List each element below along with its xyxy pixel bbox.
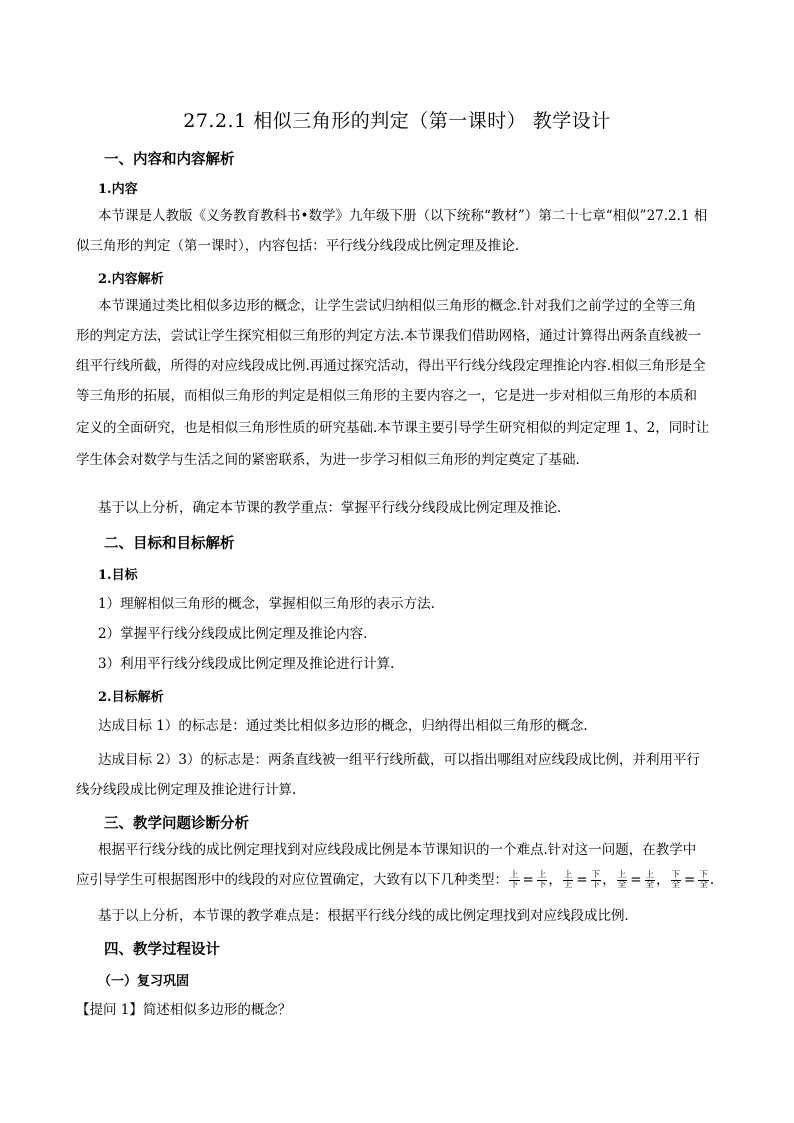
paragraph-line: 似三角形的判定（第一课时），内容包括：平行线分线段成比例定理及推论. <box>76 238 520 254</box>
paragraph-line: 达成目标 1）的标志是：通过类比相似多边形的概念，归纳得出相似三角形的概念. <box>98 718 588 734</box>
paragraph-line: 本节课通过类比相似多边形的概念，让学生尝试归纳相似三角形的概念.针对我们之前学过的全等三角 <box>98 298 697 314</box>
fraction: $\frac{\text{上}}{\text{下}}$ <box>510 870 519 890</box>
question-item: 【提问 1】简述相似多边形的概念？ <box>76 1002 292 1018</box>
fraction: $\frac{\text{上}}{\text{上}}$ <box>563 870 573 890</box>
paragraph-text: 应引导学生可根据图形中的线段的对应位置确定，大致有以下几种类型： <box>76 872 508 888</box>
section-heading-2: 二、目标和目标解析 <box>104 535 235 552</box>
paragraph-line-with-fractions: 应引导学生可根据图形中的线段的对应位置确定，大致有以下几种类型： $\frac{\text{上}}{\text{下}}$ = $\frac{\text{上}}{\text{下}}$ ， $\frac{\text{上}}{\text{上}}$ = $\frac{\text{下}}{\text{下}}$ ， $\frac{\text{上}}{\text{全}}$ = $\frac{\text{上}}{\text{全}}$ ， $\frac{\text{下}}{\text{全}}$ = $\frac{\text{下}}{\text{全}}$ . <box>76 870 715 890</box>
paragraph-line: 等三角形的拓展，而相似三角形的判定是相似三角形的主要内容之一，它是进一步对相似三角形的本质和 <box>76 388 697 404</box>
fraction: $\frac{\text{下}}{\text{全}}$ <box>671 870 681 890</box>
subheading-content: 1.内容 <box>98 182 138 197</box>
goal-item: 1）理解相似三角形的概念，掌握相似三角形的表示方法. <box>98 596 435 612</box>
goal-item: 3）利用平行线分线段成比例定理及推论进行计算. <box>98 656 395 672</box>
paragraph-line: 组平行线所截，所得的对应线段成比例.再通过探究活动，得出平行线分线段定理推论内容.相似三角形是全 <box>76 358 706 374</box>
paragraph-line: 本节课是人教版《义务教育教科书•数学》九年级下册（以下统称“教材”）第二十七章“相似”27.2.1 相 <box>98 208 708 224</box>
paragraph-line: 达成目标 2）3）的标志是：两条直线被一组平行线所截，可以指出哪组对应线段成比例，并利用平行 <box>98 752 700 768</box>
paragraph-line: 形的判定方法，尝试让学生探究相似三角形的判定方法.本节课我们借助网格，通过计算得出两条直线被一 <box>76 328 702 344</box>
paragraph-line: 定义的全面研究，也是相似三角形性质的研究基础.本节课主要引导学生研究相似的判定定理 1、2，同时让 <box>76 420 710 436</box>
teaching-focus: 基于以上分析，确定本节课的教学重点：掌握平行线分线段成比例定理及推论． <box>98 500 571 516</box>
paragraph-line: 学生体会对数学与生活之间的紧密联系，为进一步学习相似三角形的判定奠定了基础. <box>76 452 580 468</box>
section-heading-3: 三、教学问题诊断分析 <box>104 815 249 832</box>
fraction: $\frac{\text{上}}{\text{全}}$ <box>617 870 627 890</box>
subheading-goals: 1.目标 <box>98 568 138 583</box>
fraction: $\frac{\text{上}}{\text{下}}$ <box>537 870 547 890</box>
goal-item: 2）掌握平行线分线段成比例定理及推论内容. <box>98 626 368 642</box>
subheading-review: （一）复习巩固 <box>98 974 190 989</box>
section-heading-4: 四、教学过程设计 <box>104 941 220 958</box>
subheading-goal-analysis: 2.目标解析 <box>98 690 164 705</box>
subheading-content-analysis: 2.内容解析 <box>98 272 164 287</box>
paragraph-line: 线分线段成比例定理及推论进行计算. <box>76 782 297 798</box>
section-heading-1: 一、内容和内容解析 <box>104 151 235 168</box>
fraction: $\frac{\text{上}}{\text{全}}$ <box>645 870 655 890</box>
teaching-difficulty: 基于以上分析，本节课的教学难点是：根据平行线分线的成比例定理找到对应线段成比例． <box>98 908 638 924</box>
page-title: 27.2.1 相似三角形的判定（第一课时） 教学设计 <box>183 110 611 132</box>
fraction: $\frac{\text{下}}{\text{全}}$ <box>699 870 708 890</box>
fraction: $\frac{\text{下}}{\text{下}}$ <box>591 870 601 890</box>
paragraph-line: 根据平行线分线的成比例定理找到对应线段成比例是本节课知识的一个难点.针对这一问题，在教学中 <box>98 842 697 858</box>
